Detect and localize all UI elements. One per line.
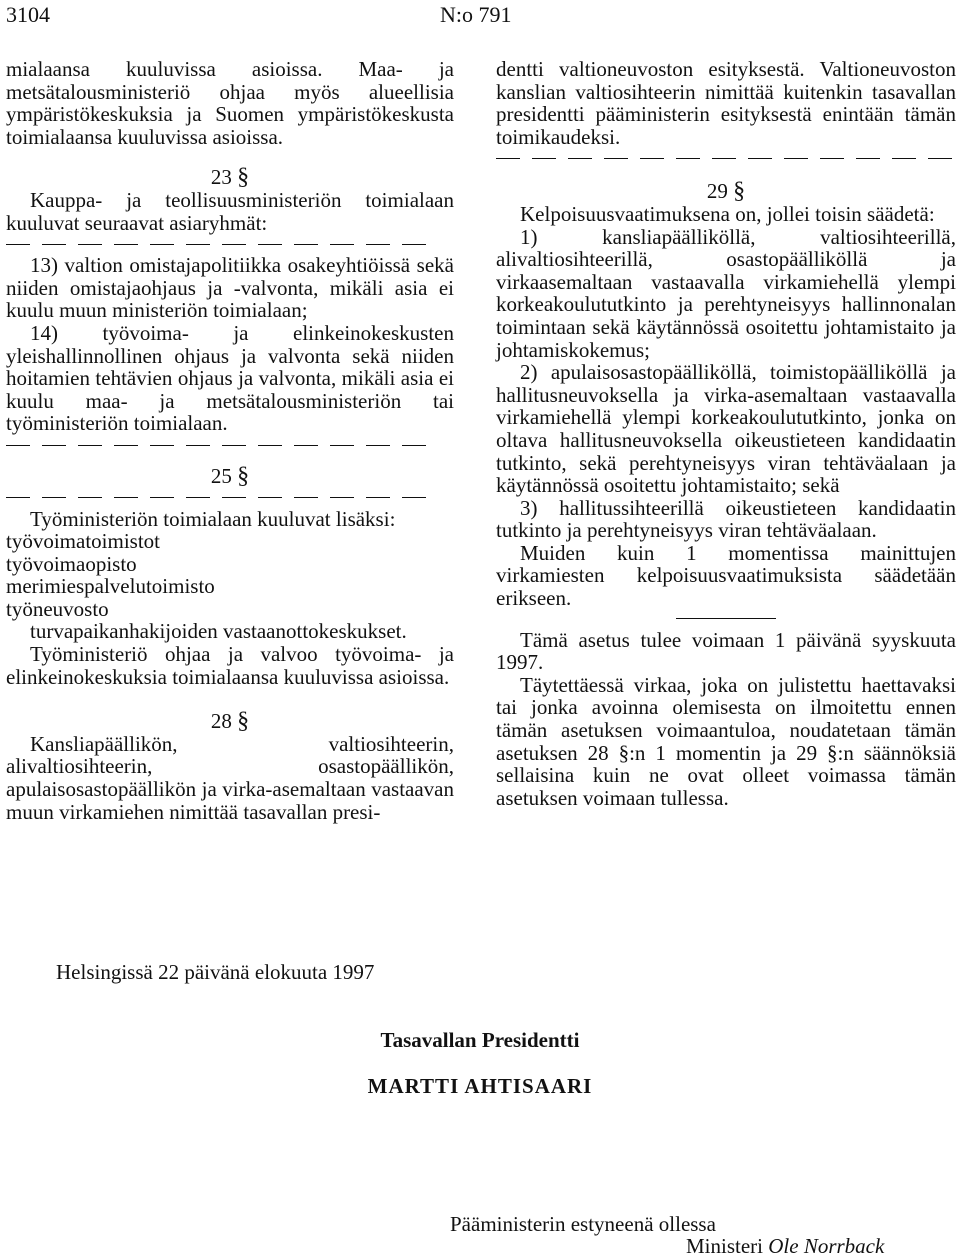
signer-name: MARTTI AHTISAARI [367, 1074, 593, 1098]
section-sign: § [237, 462, 250, 489]
omission-dashes [6, 490, 454, 504]
list-item: työvoimaopisto [6, 551, 137, 576]
section-29-closing: Muiden kuin 1 momentissa mainittujen virkamiesten kelpoisuusvaatimuksista säädetään erikseen. [496, 540, 956, 611]
section-29-item-3: 3) hallitussihteerillä oikeustieteen kandidaatin tutkinto ja perehtyneisyys viran tehtäväalaan. [496, 495, 956, 543]
section-25-closing: Työministeriö ohjaa ja valvoo työvoima- ja elinkeinokeskuksia toimialaansa kuuluvissa asioissa. [6, 642, 454, 689]
separator-rule [676, 618, 776, 619]
list-item: työneuvosto [6, 596, 109, 621]
section-28-number: 28 [210, 709, 232, 734]
section-sign: § [733, 178, 746, 205]
section-23-item-13: 13) valtion omistajapolitiikka osakeyhtiöissä sekä niiden omistajaohjaus ja -valvonta, mikäli asia ei kuulu muun ministeriön toimialaan; [6, 253, 454, 323]
signer-title: Tasavallan Presidentti [380, 1028, 580, 1052]
left-column [6, 58, 454, 823]
section-28-heading [6, 710, 454, 733]
countersign-label: Pääministerin estyneenä ollessa [450, 1212, 716, 1236]
section-23-number: 23 [210, 165, 232, 190]
transitional-provision: Täytettäessä virkaa, joka on julistettu haettavaksi tai jonka avoinna olemisesta on ilmoitettu ennen tämän asetuksen voimaantuloa, noudatetaan tämän asetuksen 28 §:n 1 momentin ja 29 §:n säännöksiä sellaisina kuin ne ovat olleet voimassa tämän asetuksen voimaan tullessa. [496, 672, 956, 810]
section-23-text: Kauppa- ja teollisuusministeriön toimialaan kuuluvat seuraavat asiaryhmät: [6, 187, 454, 235]
countersign-name: Ole Norrback [768, 1234, 885, 1258]
place-and-date: Helsingissä 22 päivänä elokuuta 1997 [56, 960, 375, 984]
section-sign: § [237, 164, 250, 191]
list-item: merimiespalvelutoimisto [6, 574, 215, 599]
section-sign: § [237, 708, 250, 735]
list-item: työvoimatoimistot [6, 529, 161, 554]
section-29-number: 29 [706, 179, 728, 204]
section-28-text: Kansliapäällikön, valtiosihteerin, alivaltiosihteerin, osastopäällikön, apulaisosastopäällikön ja virka-asemaltaan vastaavan muun virkamiehen nimittää tasavallan presi- [6, 731, 454, 824]
section-25-number: 25 [210, 463, 232, 488]
section-29-item-1: 1) kansliapäälliköllä, valtiosihteerillä, alivaltiosihteerillä, osastopäälliköllä ja virkaasemaltaan vastaavalla virkamiehellä ylempi korkeakoulututkinto ja perehtyneisyys hallinnonalan toimintaan sekä käytännössä osoitettu johtamistaito ja johtamiskokemus; [496, 224, 956, 362]
list-item: turvapaikanhakijoiden vastaanottokeskukset. [30, 619, 407, 644]
entry-into-force: Tämä asetus tulee voimaan 1 päivänä syyskuuta 1997. [496, 627, 956, 675]
section-29-item-2: 2) apulaisosastopäälliköllä, toimistopäälliköllä ja hallitusneuvoksella ja virka-asemaltaan vastaavalla virkamiehellä ylempi korkeakoulututkinto, jonka on oltava hallitusneuvoksella oikeustieteen kandidaatin tutkinto, sekä perehtyneisyys viran tehtäväalaan ja käytännössä osoitettu johtamistaito; sekä [496, 360, 956, 498]
omission-dashes [496, 150, 956, 164]
countersign-line [686, 1234, 884, 1259]
section-28-continued: dentti valtioneuvoston esityksestä. Valtioneuvoston kanslian valtiosihteerin nimittää kuitenkin tasavallan presidentti pääministerin esityksestä enintään tämän toimikaudeksi. [496, 57, 956, 149]
omission-dashes [6, 437, 454, 451]
issue-number: N:o 791 [440, 2, 512, 27]
page-number: 3104 [6, 2, 50, 27]
omission-dashes [6, 236, 454, 250]
section-25-heading [6, 462, 454, 489]
page-header [0, 2, 960, 32]
section-25-text: Työministeriön toimialaan kuuluvat lisäksi: [30, 506, 396, 531]
countersign-role: Ministeri [686, 1234, 763, 1258]
section-23-heading [6, 166, 454, 189]
section-29-heading [496, 180, 956, 203]
section-29-text: Kelpoisuusvaatimuksena on, jollei toisin säädetä: [520, 201, 935, 226]
section-23-item-14: 14) työvoima- ja elinkeinokeskusten yleishallinnollinen ohjaus ja valvonta sekä niiden hoitamien tehtävien ohjaus ja valvonta, mikäli asia ei kuulu maa- ja metsätalousministeriön tai työministeriön toimialaan. [6, 320, 454, 436]
intro-paragraph: mialaansa kuuluvissa asioissa. Maa- ja metsätalousministeriö ohjaa myös alueellisia ympäristökeskuksia ja Suomen ympäristökeskusta toimialaansa kuuluvissa asioissa. [6, 57, 454, 149]
right-column [496, 58, 956, 809]
